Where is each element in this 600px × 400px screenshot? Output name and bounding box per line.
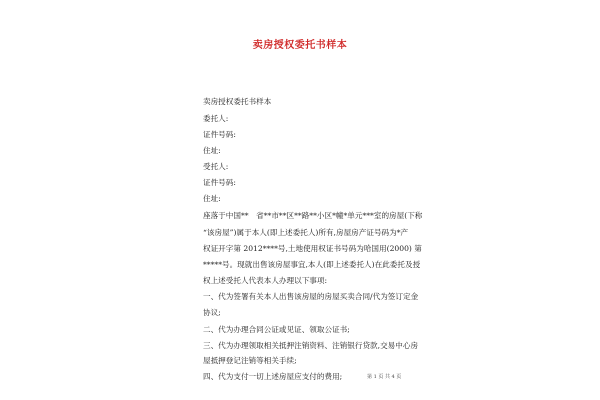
item-line: 屋抵押登记注销等相关手续; xyxy=(203,356,297,365)
item-line: 四、代为支付一切上述房屋应支付的费用; xyxy=(203,372,343,381)
body-line: 权上述受托人代表本人办理以下事项: xyxy=(203,276,328,285)
item-line: 二、代为办理合同公证或见证、领取公证书; xyxy=(203,325,350,334)
item-line: 协议; xyxy=(203,308,221,317)
page-footer: 第 1 页 共 4 页 xyxy=(367,374,402,380)
principal-id-label: 证件号码: xyxy=(203,130,236,139)
body-line: 座落于中国** 省**市**区**路**小区*幢*单元***室的房屋(下称 xyxy=(203,211,423,220)
item-line: 一、代为签署有关本人出售该房屋的房屋买卖合同/代为签订定金 xyxy=(203,292,419,301)
agent-id-label: 证件号码: xyxy=(203,178,236,187)
body-line: 权证开字第 2012****号,土地使用权证书号码为哈国用(2000) 第 xyxy=(203,244,422,253)
body-line: *****号。现就出售该房屋事宜,本人(即上述委托人)在此委托及授 xyxy=(203,260,421,269)
agent-label: 受托人: xyxy=(203,162,229,171)
principal-label: 委托人: xyxy=(203,114,229,123)
principal-address-label: 住址: xyxy=(203,146,221,155)
item-line: 三、代为办理领取相关抵押注销资料、注销银行贷款,交易中心房 xyxy=(203,341,419,350)
body-line: “该房屋”)属于本人(即上述委托人)所有,房屋房产证号码为*产 xyxy=(203,228,409,237)
document-title: 卖房授权委托书样本 xyxy=(252,40,348,51)
document-heading: 卖房授权委托书样本 xyxy=(203,97,272,106)
agent-address-label: 住址: xyxy=(203,194,221,203)
